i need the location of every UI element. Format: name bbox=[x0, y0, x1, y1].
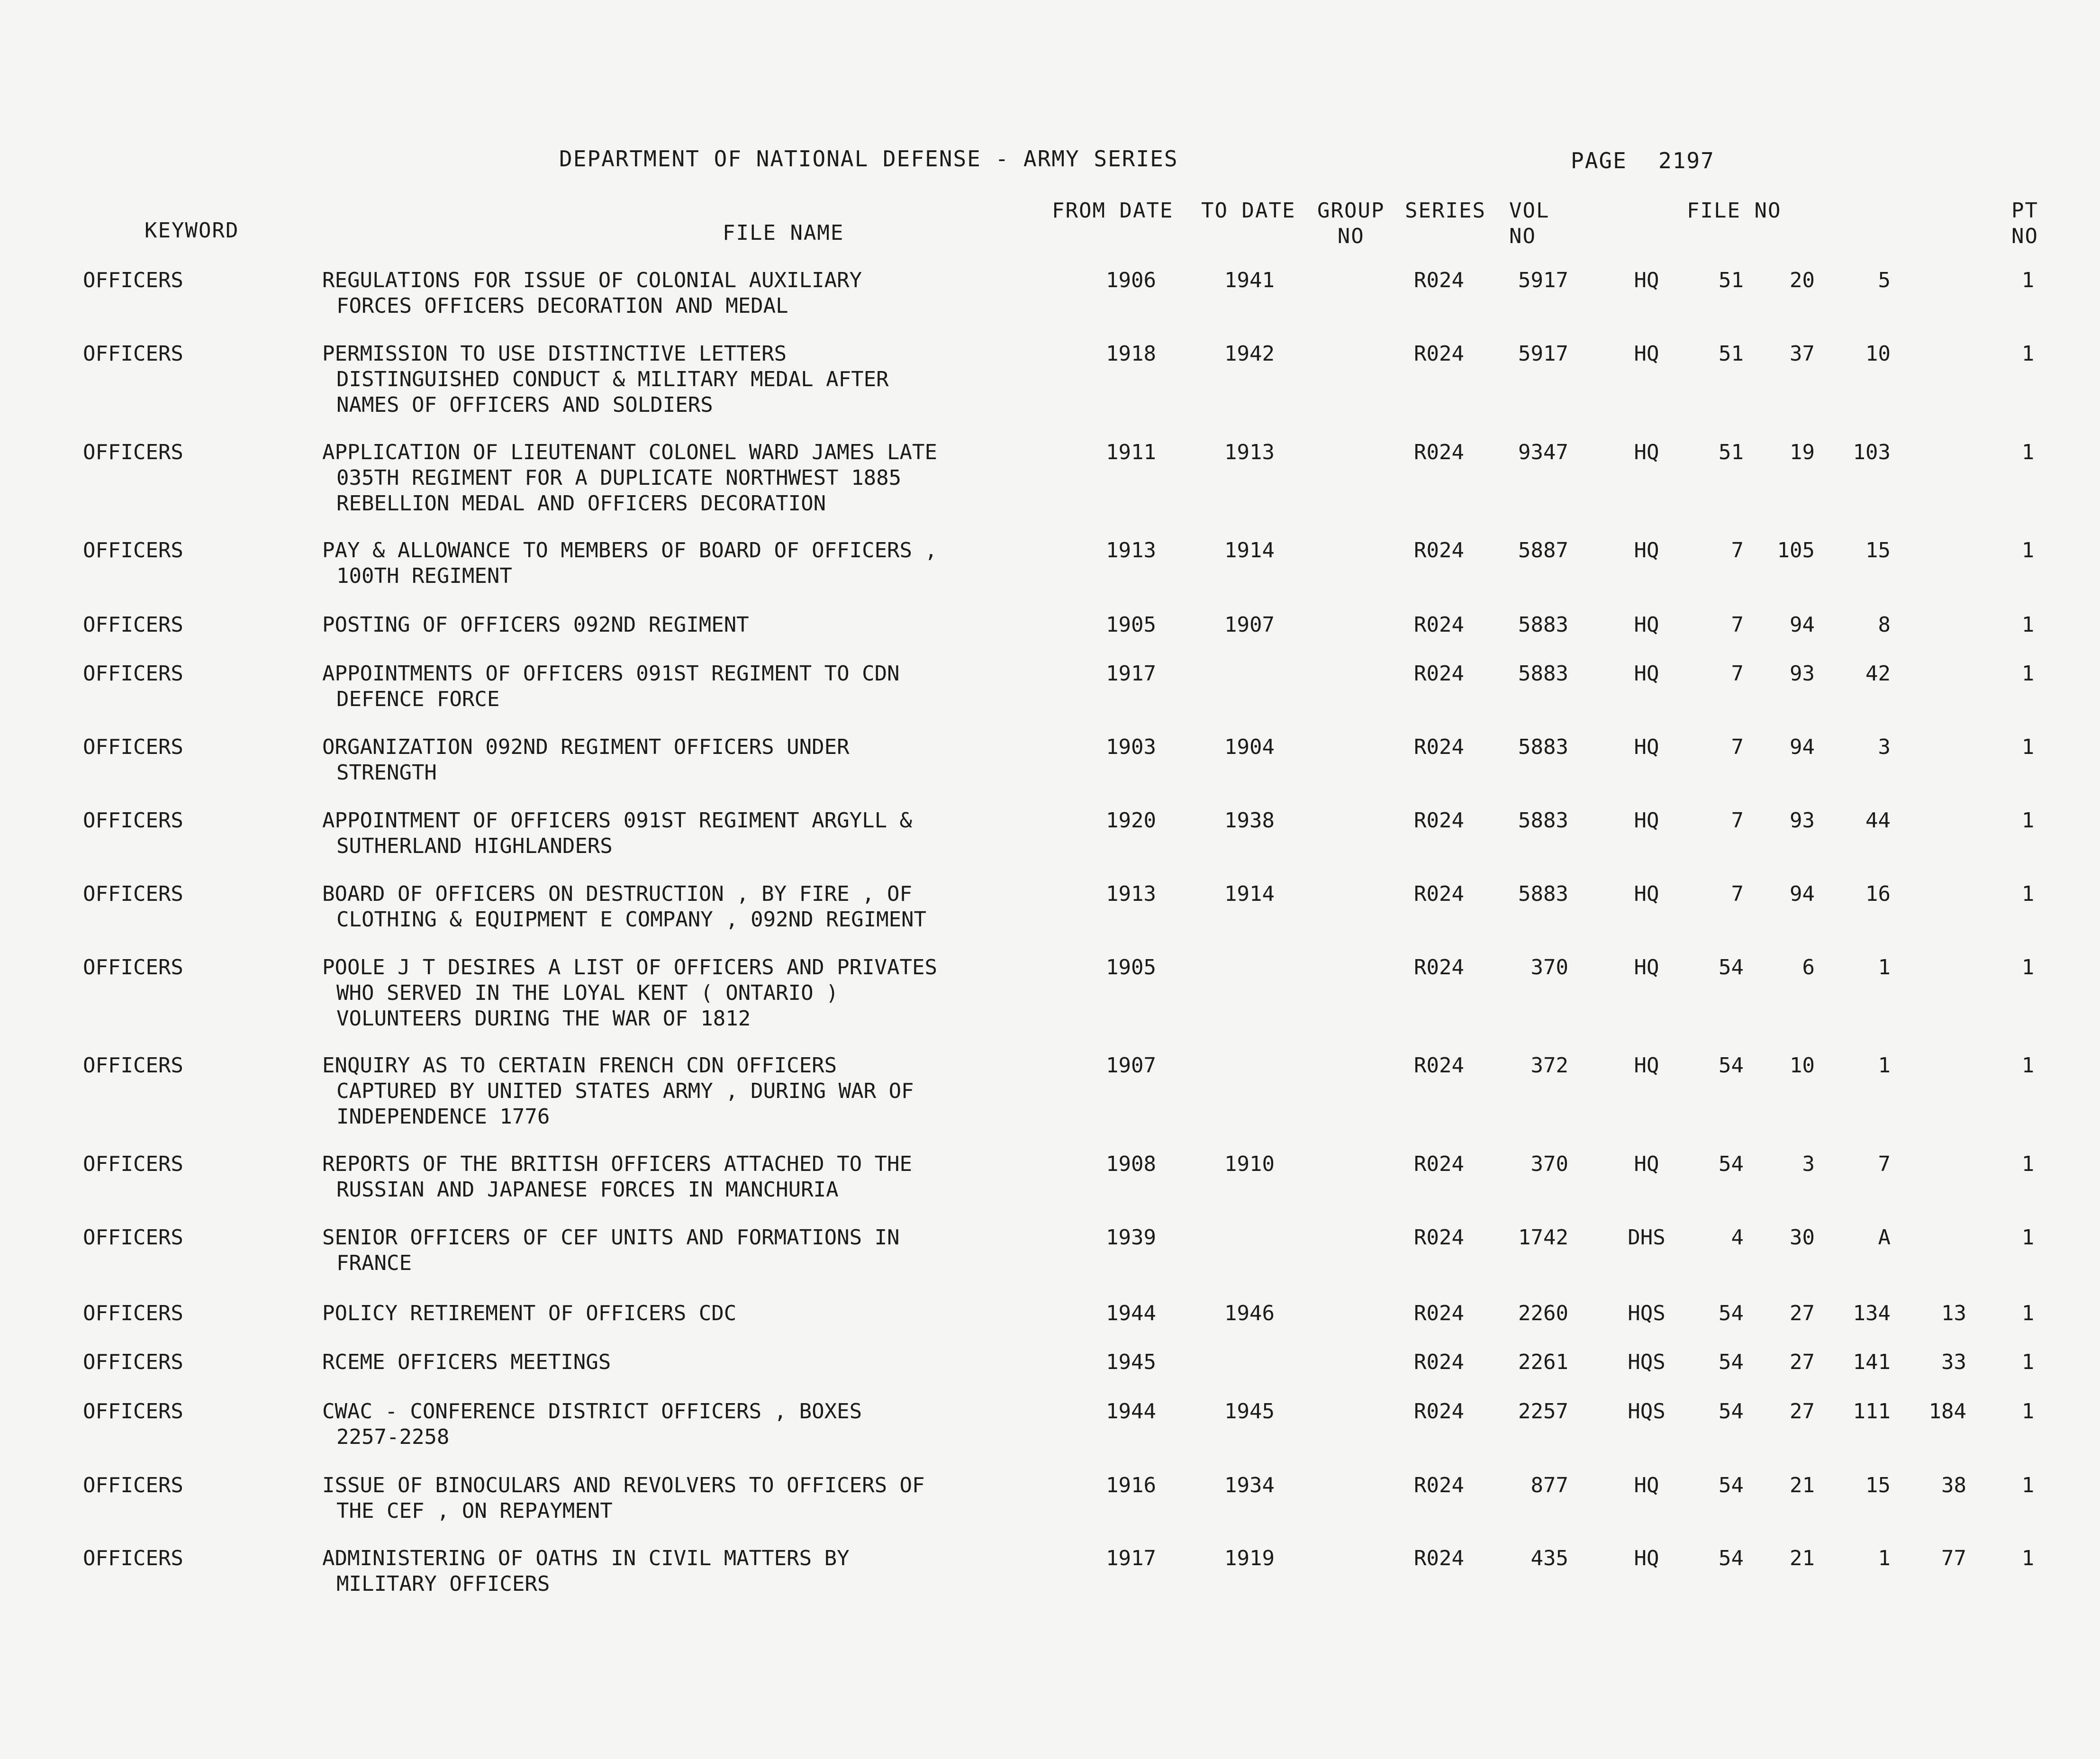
column-header-pt-no: PT NO bbox=[2011, 199, 2038, 248]
file-no-part: 51 bbox=[1719, 342, 1744, 366]
keyword-cell: OFFICERS bbox=[83, 1301, 183, 1325]
pt-no-cell: 1 bbox=[2021, 808, 2035, 833]
file-name-line: REBELLION MEDAL AND OFFICERS DECORATION bbox=[336, 491, 826, 516]
file-name-cell bbox=[322, 881, 1061, 933]
file-name-cell bbox=[322, 612, 1061, 638]
vol-no-cell: 5883 bbox=[1518, 735, 1568, 759]
file-name-cell bbox=[322, 1152, 1061, 1203]
file-name-line: POSTING OF OFFICERS 092ND REGIMENT bbox=[322, 613, 749, 637]
series-cell: R024 bbox=[1414, 955, 1464, 979]
series-cell: R024 bbox=[1414, 1152, 1464, 1176]
vol-no-cell: 370 bbox=[1530, 1152, 1568, 1176]
file-no-part: 4 bbox=[1731, 1225, 1744, 1250]
file-name-line: ISSUE OF BINOCULARS AND REVOLVERS TO OFFICERS OF bbox=[322, 1473, 925, 1497]
pt-no-cell: 1 bbox=[2021, 882, 2035, 906]
file-name-cell bbox=[322, 538, 1061, 589]
vol-no-cell: 2261 bbox=[1518, 1350, 1568, 1374]
file-name-line: FRANCE bbox=[336, 1251, 412, 1275]
file-name-cell bbox=[322, 1301, 1061, 1326]
to-date-cell: 1941 bbox=[1224, 268, 1275, 292]
file-name-line: BOARD OF OFFICERS ON DESTRUCTION , BY FIRE , OF bbox=[322, 882, 913, 906]
file-no-part: 51 bbox=[1719, 440, 1744, 464]
file-no-prefix: HQ bbox=[1634, 955, 1659, 979]
pt-no-cell: 1 bbox=[2021, 1350, 2035, 1374]
file-no-part: 8 bbox=[1878, 613, 1891, 637]
keyword-cell: OFFICERS bbox=[83, 1546, 183, 1570]
file-no-part: 54 bbox=[1719, 1152, 1744, 1176]
file-no-part: 27 bbox=[1790, 1301, 1815, 1325]
from-date-cell: 1913 bbox=[1106, 882, 1156, 906]
keyword-cell: OFFICERS bbox=[83, 735, 183, 759]
keyword-cell: OFFICERS bbox=[83, 808, 183, 833]
series-cell: R024 bbox=[1414, 440, 1464, 464]
pt-no-cell: 1 bbox=[2021, 1399, 2035, 1424]
pt-no-cell: 1 bbox=[2021, 1301, 2035, 1325]
file-no-part: 54 bbox=[1719, 955, 1744, 979]
file-no-part: 111 bbox=[1853, 1399, 1891, 1424]
series-cell: R024 bbox=[1414, 538, 1464, 562]
file-no-prefix: HQS bbox=[1628, 1350, 1666, 1374]
file-no-part: 27 bbox=[1790, 1399, 1815, 1424]
file-no-prefix: HQ bbox=[1634, 808, 1659, 833]
to-date-cell: 1942 bbox=[1224, 342, 1275, 366]
column-header-vol-no: VOL NO bbox=[1509, 199, 1550, 248]
file-no-part: 105 bbox=[1777, 538, 1815, 562]
file-no-part: 10 bbox=[1790, 1053, 1815, 1078]
from-date-cell: 1916 bbox=[1106, 1473, 1156, 1497]
file-no-part: 37 bbox=[1790, 342, 1815, 366]
file-no-part: 93 bbox=[1790, 808, 1815, 833]
file-name-line: NAMES OF OFFICERS AND SOLDIERS bbox=[336, 393, 713, 417]
file-name-cell bbox=[322, 1225, 1061, 1276]
file-no-part: 103 bbox=[1853, 440, 1891, 464]
file-name-line: PERMISSION TO USE DISTINCTIVE LETTERS bbox=[322, 342, 787, 366]
vol-no-cell: 435 bbox=[1530, 1546, 1568, 1570]
file-name-line: THE CEF , ON REPAYMENT bbox=[336, 1499, 613, 1523]
file-name-line: ORGANIZATION 092ND REGIMENT OFFICERS UNDER bbox=[322, 735, 850, 759]
file-no-part: 54 bbox=[1719, 1350, 1744, 1374]
series-cell: R024 bbox=[1414, 662, 1464, 686]
vol-no-cell: 9347 bbox=[1518, 440, 1568, 464]
keyword-cell: OFFICERS bbox=[83, 955, 183, 979]
series-cell: R024 bbox=[1414, 1301, 1464, 1325]
keyword-cell: OFFICERS bbox=[83, 662, 183, 686]
file-no-part: 21 bbox=[1790, 1546, 1815, 1570]
from-date-cell: 1905 bbox=[1106, 955, 1156, 979]
file-no-part: 38 bbox=[1941, 1473, 1966, 1497]
column-header-group-no: GROUP NO bbox=[1317, 199, 1385, 248]
from-date-cell: 1944 bbox=[1106, 1301, 1156, 1325]
file-name-line: 2257-2258 bbox=[336, 1425, 450, 1449]
file-no-prefix: HQ bbox=[1634, 735, 1659, 759]
to-date-cell: 1910 bbox=[1224, 1152, 1275, 1176]
file-no-prefix: HQ bbox=[1634, 662, 1659, 686]
vol-no-cell: 2260 bbox=[1518, 1301, 1568, 1325]
file-name-line: APPOINTMENTS OF OFFICERS 091ST REGIMENT TO CDN bbox=[322, 662, 900, 686]
series-cell: R024 bbox=[1414, 735, 1464, 759]
column-header-from-date: FROM DATE bbox=[1052, 199, 1174, 223]
file-no-part: 6 bbox=[1802, 955, 1815, 979]
column-header-file-no: FILE NO bbox=[1687, 199, 1782, 223]
file-no-part: 184 bbox=[1928, 1399, 1966, 1424]
keyword-cell: OFFICERS bbox=[83, 1225, 183, 1250]
file-name-line: VOLUNTEERS DURING THE WAR OF 1812 bbox=[336, 1006, 751, 1031]
keyword-cell: OFFICERS bbox=[83, 882, 183, 906]
to-date-cell: 1907 bbox=[1224, 613, 1275, 637]
file-no-part: 134 bbox=[1853, 1301, 1891, 1325]
pt-no-cell: 1 bbox=[2021, 735, 2035, 759]
keyword-cell: OFFICERS bbox=[83, 268, 183, 292]
file-no-prefix: HQS bbox=[1628, 1301, 1666, 1325]
from-date-cell: 1944 bbox=[1106, 1399, 1156, 1424]
document-title: DEPARTMENT OF NATIONAL DEFENSE - ARMY SERIES bbox=[559, 146, 1178, 172]
from-date-cell: 1906 bbox=[1106, 268, 1156, 292]
file-name-line: SUTHERLAND HIGHLANDERS bbox=[336, 834, 613, 858]
vol-no-cell: 2257 bbox=[1518, 1399, 1568, 1424]
to-date-cell: 1904 bbox=[1224, 735, 1275, 759]
pt-no-cell: 1 bbox=[2021, 1546, 2035, 1570]
from-date-cell: 1905 bbox=[1106, 613, 1156, 637]
file-no-part: 16 bbox=[1865, 882, 1891, 906]
pt-no-cell: 1 bbox=[2021, 955, 2035, 979]
file-name-line: STRENGTH bbox=[336, 761, 437, 785]
file-name-line: APPOINTMENT OF OFFICERS 091ST REGIMENT ARGYLL & bbox=[322, 808, 913, 833]
file-name-line: INDEPENDENCE 1776 bbox=[336, 1105, 550, 1129]
keyword-cell: OFFICERS bbox=[83, 342, 183, 366]
from-date-cell: 1908 bbox=[1106, 1152, 1156, 1176]
file-name-line: CAPTURED BY UNITED STATES ARMY , DURING WAR OF bbox=[336, 1079, 914, 1103]
keyword-cell: OFFICERS bbox=[83, 1053, 183, 1078]
vol-no-cell: 5917 bbox=[1518, 268, 1568, 292]
page-number: 2197 bbox=[1658, 148, 1715, 173]
file-no-part: 42 bbox=[1865, 662, 1891, 686]
file-no-prefix: HQ bbox=[1634, 1473, 1659, 1497]
file-name-cell bbox=[322, 341, 1061, 418]
file-no-part: 5 bbox=[1878, 268, 1891, 292]
to-date-cell: 1938 bbox=[1224, 808, 1275, 833]
file-no-prefix: HQ bbox=[1634, 538, 1659, 562]
keyword-cell: OFFICERS bbox=[83, 1399, 183, 1424]
to-date-cell: 1946 bbox=[1224, 1301, 1275, 1325]
vol-no-cell: 5883 bbox=[1518, 662, 1568, 686]
file-no-part: 13 bbox=[1941, 1301, 1966, 1325]
file-name-line: POOLE J T DESIRES A LIST OF OFFICERS AND PRIVATES bbox=[322, 955, 938, 979]
file-name-line: FORCES OFFICERS DECORATION AND MEDAL bbox=[336, 294, 788, 318]
file-name-cell bbox=[322, 1473, 1061, 1524]
file-name-cell bbox=[322, 440, 1061, 517]
column-header-file-name: FILE NAME bbox=[723, 221, 844, 245]
file-no-part: 1 bbox=[1878, 1546, 1891, 1570]
file-no-prefix: HQ bbox=[1634, 342, 1659, 366]
file-no-part: 33 bbox=[1941, 1350, 1966, 1374]
series-cell: R024 bbox=[1414, 342, 1464, 366]
pt-no-cell: 1 bbox=[2021, 1053, 2035, 1078]
series-cell: R024 bbox=[1414, 1350, 1464, 1374]
file-name-cell bbox=[322, 955, 1061, 1032]
file-name-line: APPLICATION OF LIEUTENANT COLONEL WARD JAMES LATE bbox=[322, 440, 938, 464]
file-name-line: DISTINGUISHED CONDUCT & MILITARY MEDAL AFTER bbox=[336, 367, 889, 391]
from-date-cell: 1917 bbox=[1106, 662, 1156, 686]
keyword-cell: OFFICERS bbox=[83, 613, 183, 637]
series-cell: R024 bbox=[1414, 1399, 1464, 1424]
file-name-cell bbox=[322, 661, 1061, 712]
to-date-cell: 1945 bbox=[1224, 1399, 1275, 1424]
file-no-part: 51 bbox=[1719, 268, 1744, 292]
file-name-line: SENIOR OFFICERS OF CEF UNITS AND FORMATIONS IN bbox=[322, 1225, 900, 1250]
keyword-cell: OFFICERS bbox=[83, 1152, 183, 1176]
file-no-part: 15 bbox=[1865, 538, 1891, 562]
vol-no-cell: 1742 bbox=[1518, 1225, 1568, 1250]
from-date-cell: 1913 bbox=[1106, 538, 1156, 562]
file-name-line: CLOTHING & EQUIPMENT E COMPANY , 092ND REGIMENT bbox=[336, 907, 927, 932]
file-no-part: 54 bbox=[1719, 1301, 1744, 1325]
file-no-part: 10 bbox=[1865, 342, 1891, 366]
file-no-part: 1 bbox=[1878, 955, 1891, 979]
file-name-line: DEFENCE FORCE bbox=[336, 687, 500, 711]
column-header-keyword: KEYWORD bbox=[145, 218, 239, 243]
file-name-cell bbox=[322, 1546, 1061, 1597]
file-no-part: 94 bbox=[1790, 882, 1815, 906]
from-date-cell: 1920 bbox=[1106, 808, 1156, 833]
file-no-prefix: HQ bbox=[1634, 1053, 1659, 1078]
file-no-prefix: HQ bbox=[1634, 882, 1659, 906]
file-no-prefix: HQ bbox=[1634, 440, 1659, 464]
column-header-to-date: TO DATE bbox=[1201, 199, 1296, 223]
file-name-line: ENQUIRY AS TO CERTAIN FRENCH CDN OFFICERS bbox=[322, 1053, 837, 1078]
series-cell: R024 bbox=[1414, 613, 1464, 637]
from-date-cell: 1945 bbox=[1106, 1350, 1156, 1374]
from-date-cell: 1917 bbox=[1106, 1546, 1156, 1570]
vol-no-cell: 877 bbox=[1530, 1473, 1568, 1497]
file-no-part: 3 bbox=[1878, 735, 1891, 759]
file-name-cell bbox=[322, 808, 1061, 859]
file-no-part: 21 bbox=[1790, 1473, 1815, 1497]
keyword-cell: OFFICERS bbox=[83, 440, 183, 464]
file-no-part: 94 bbox=[1790, 613, 1815, 637]
file-name-line: CWAC - CONFERENCE DISTRICT OFFICERS , BOXES bbox=[322, 1399, 862, 1424]
file-no-part: 54 bbox=[1719, 1399, 1744, 1424]
file-name-line: ADMINISTERING OF OATHS IN CIVIL MATTERS BY bbox=[322, 1546, 850, 1570]
file-name-cell bbox=[322, 268, 1061, 319]
to-date-cell: 1914 bbox=[1224, 882, 1275, 906]
file-no-part: 54 bbox=[1719, 1546, 1744, 1570]
pt-no-cell: 1 bbox=[2021, 342, 2035, 366]
file-no-part: 77 bbox=[1941, 1546, 1966, 1570]
file-no-part: 7 bbox=[1878, 1152, 1891, 1176]
pt-no-cell: 1 bbox=[2021, 538, 2035, 562]
vol-no-cell: 5917 bbox=[1518, 342, 1568, 366]
series-cell: R024 bbox=[1414, 1473, 1464, 1497]
file-no-part: 54 bbox=[1719, 1473, 1744, 1497]
file-no-part: 3 bbox=[1802, 1152, 1815, 1176]
pt-no-cell: 1 bbox=[2021, 1473, 2035, 1497]
page-label: PAGE bbox=[1571, 148, 1627, 173]
series-cell: R024 bbox=[1414, 268, 1464, 292]
file-no-prefix: HQ bbox=[1634, 1546, 1659, 1570]
file-no-part: 20 bbox=[1790, 268, 1815, 292]
file-name-line: 100TH REGIMENT bbox=[336, 564, 512, 588]
file-no-part: 7 bbox=[1731, 613, 1744, 637]
vol-no-cell: 372 bbox=[1530, 1053, 1568, 1078]
file-no-part: 7 bbox=[1731, 735, 1744, 759]
pt-no-cell: 1 bbox=[2021, 268, 2035, 292]
file-no-part: 27 bbox=[1790, 1350, 1815, 1374]
file-no-part: 54 bbox=[1719, 1053, 1744, 1078]
pt-no-cell: 1 bbox=[2021, 613, 2035, 637]
pt-no-cell: 1 bbox=[2021, 662, 2035, 686]
file-no-prefix: HQ bbox=[1634, 613, 1659, 637]
column-header-series: SERIES bbox=[1405, 199, 1486, 223]
file-no-part: 7 bbox=[1731, 882, 1744, 906]
file-no-part: A bbox=[1878, 1225, 1891, 1250]
file-no-part: 19 bbox=[1790, 440, 1815, 464]
from-date-cell: 1911 bbox=[1106, 440, 1156, 464]
file-no-part: 7 bbox=[1731, 538, 1744, 562]
series-cell: R024 bbox=[1414, 1053, 1464, 1078]
file-name-line: PAY & ALLOWANCE TO MEMBERS OF BOARD OF OFFICERS , bbox=[322, 538, 938, 562]
file-name-line: REGULATIONS FOR ISSUE OF COLONIAL AUXILIARY bbox=[322, 268, 862, 292]
to-date-cell: 1934 bbox=[1224, 1473, 1275, 1497]
file-no-part: 141 bbox=[1853, 1350, 1891, 1374]
file-no-part: 93 bbox=[1790, 662, 1815, 686]
series-cell: R024 bbox=[1414, 1546, 1464, 1570]
vol-no-cell: 5883 bbox=[1518, 808, 1568, 833]
file-name-cell bbox=[322, 1053, 1061, 1130]
from-date-cell: 1939 bbox=[1106, 1225, 1156, 1250]
keyword-cell: OFFICERS bbox=[83, 1350, 183, 1374]
keyword-cell: OFFICERS bbox=[83, 1473, 183, 1497]
file-name-cell bbox=[322, 734, 1061, 786]
from-date-cell: 1918 bbox=[1106, 342, 1156, 366]
pt-no-cell: 1 bbox=[2021, 1152, 2035, 1176]
from-date-cell: 1907 bbox=[1106, 1053, 1156, 1078]
file-no-part: 7 bbox=[1731, 808, 1744, 833]
vol-no-cell: 370 bbox=[1530, 955, 1568, 979]
file-name-line: REPORTS OF THE BRITISH OFFICERS ATTACHED TO THE bbox=[322, 1152, 913, 1176]
pt-no-cell: 1 bbox=[2021, 1225, 2035, 1250]
file-no-part: 7 bbox=[1731, 662, 1744, 686]
file-no-part: 94 bbox=[1790, 735, 1815, 759]
file-name-line: 035TH REGIMENT FOR A DUPLICATE NORTHWEST 1885 bbox=[336, 466, 902, 490]
from-date-cell: 1903 bbox=[1106, 735, 1156, 759]
pt-no-cell: 1 bbox=[2021, 440, 2035, 464]
to-date-cell: 1919 bbox=[1224, 1546, 1275, 1570]
series-cell: R024 bbox=[1414, 882, 1464, 906]
vol-no-cell: 5883 bbox=[1518, 882, 1568, 906]
file-name-line: RCEME OFFICERS MEETINGS bbox=[322, 1350, 611, 1374]
to-date-cell: 1913 bbox=[1224, 440, 1275, 464]
to-date-cell: 1914 bbox=[1224, 538, 1275, 562]
file-no-part: 15 bbox=[1865, 1473, 1891, 1497]
file-no-prefix: HQ bbox=[1634, 1152, 1659, 1176]
file-no-prefix: HQS bbox=[1628, 1399, 1666, 1424]
keyword-cell: OFFICERS bbox=[83, 538, 183, 562]
file-no-part: 1 bbox=[1878, 1053, 1891, 1078]
file-name-line: WHO SERVED IN THE LOYAL KENT ( ONTARIO ) bbox=[336, 981, 839, 1005]
series-cell: R024 bbox=[1414, 808, 1464, 833]
file-no-part: 44 bbox=[1865, 808, 1891, 833]
vol-no-cell: 5887 bbox=[1518, 538, 1568, 562]
file-no-prefix: DHS bbox=[1628, 1225, 1666, 1250]
vol-no-cell: 5883 bbox=[1518, 613, 1568, 637]
series-cell: R024 bbox=[1414, 1225, 1464, 1250]
file-name-line: POLICY RETIREMENT OF OFFICERS CDC bbox=[322, 1301, 737, 1325]
file-name-line: RUSSIAN AND JAPANESE FORCES IN MANCHURIA bbox=[336, 1178, 839, 1202]
file-name-cell bbox=[322, 1399, 1061, 1450]
file-no-part: 30 bbox=[1790, 1225, 1815, 1250]
file-name-line: MILITARY OFFICERS bbox=[336, 1572, 550, 1596]
file-no-prefix: HQ bbox=[1634, 268, 1659, 292]
file-name-cell bbox=[322, 1350, 1061, 1375]
